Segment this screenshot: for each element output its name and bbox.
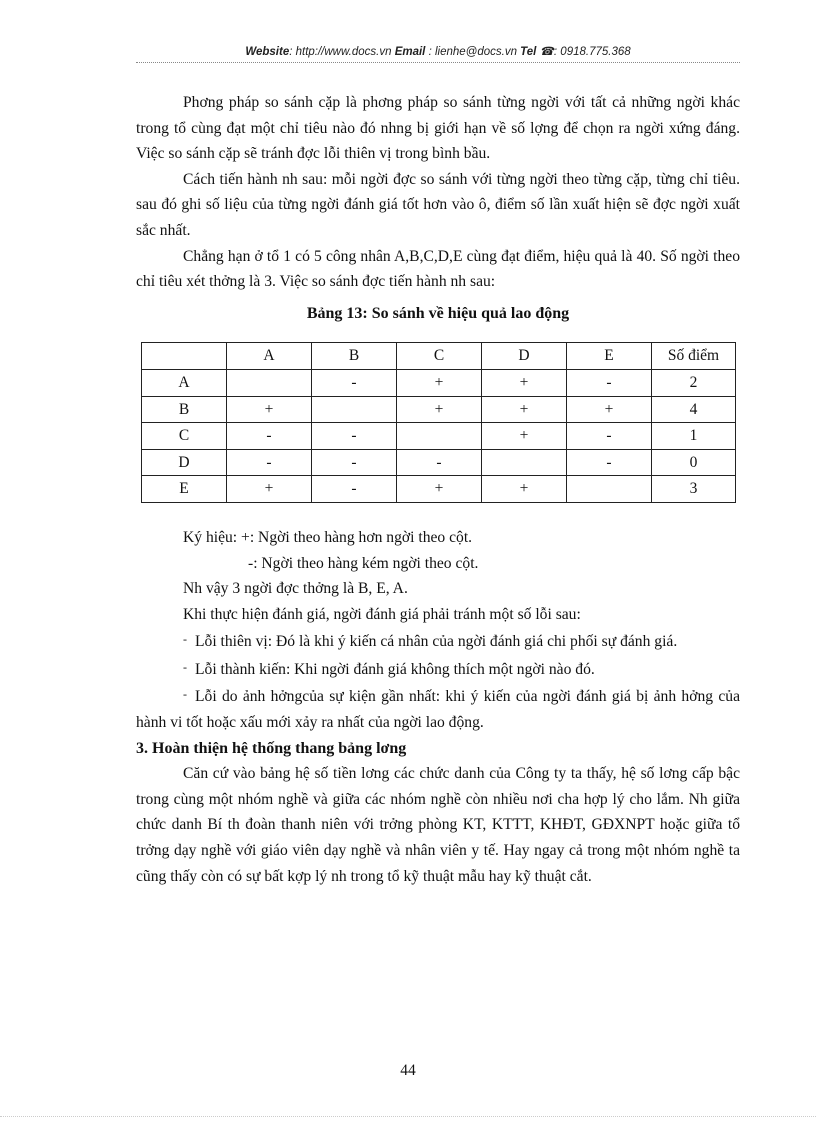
table-cell: - (567, 423, 652, 450)
table-cell: 0 (652, 449, 736, 476)
table-cell: - (227, 423, 312, 450)
bullet-item: - Lỗi thành kiến: Khi ngời đánh giá không thích một ngời nào đó. (136, 655, 740, 683)
table-cell: + (567, 396, 652, 423)
table-row (142, 423, 736, 450)
table-cell (397, 423, 482, 450)
page-number: 44 (400, 1062, 416, 1079)
tel-label: Tel (520, 46, 537, 58)
section-heading: 3. Hoàn thiện hệ thống thang bảng lơng (136, 739, 407, 757)
paragraph: Phơng pháp so sánh cặp là phơng pháp so sánh từng ngời với tất cả những ngời khác trong tổ cùng đạt một chỉ tiêu nào đó nhng bị giới hạn về số lợng để chọn ra ngời xứng đáng. Việc so sánh cặp sẽ tránh đợc lỗi thiên vị trong bình bầu. (136, 94, 740, 163)
bullet-item: - Lỗi thiên vị: Đó là khi ý kiến cá nhân của ngời đánh giá chi phối sự đánh giá. (136, 627, 740, 655)
table-row (142, 476, 736, 503)
table-cell: + (397, 396, 482, 423)
table-cell: D (142, 449, 227, 476)
table-cell: 1 (652, 423, 736, 450)
table-header-cell (142, 343, 227, 370)
table-header-cell: D (482, 343, 567, 370)
table-cell: + (227, 396, 312, 423)
table-cell: + (482, 476, 567, 503)
legend-line: Khi thực hiện đánh giá, ngời đánh giá phải tránh một số lỗi sau: (183, 605, 581, 623)
legend-line: -: Ngời theo hàng kém ngời theo cột. (248, 554, 479, 572)
table-header-cell: A (227, 343, 312, 370)
website-url[interactable]: : http://www.docs.vn (289, 46, 392, 58)
bullet-item: - Lỗi do ảnh hởngcủa sự kiện gần nhất: khi ý kiến của ngời đánh giá bị ảnh hởng của hành vi tốt hoặc xấu mới xảy ra nhất của ngời lao động. (136, 682, 740, 735)
table-cell: + (482, 396, 567, 423)
table-header-cell: E (567, 343, 652, 370)
table-cell: - (312, 476, 397, 503)
table-header-cell: Số điểm (652, 343, 736, 370)
table-cell: - (312, 369, 397, 396)
footer-divider (0, 1116, 816, 1117)
paragraph: Cách tiến hành nh sau: mỗi ngời đợc so sánh với từng ngời theo từng cặp, từng chỉ tiêu. sau đó ghi số liệu của từng ngời đánh giá tốt hơn vào ô, điểm số lần xuất hiện sẽ đợc ngời xuất sắc nhất. (136, 170, 740, 239)
table-cell: A (142, 369, 227, 396)
page-header (136, 44, 740, 58)
table-caption: Bảng 13: So sánh về hiệu quả lao động (306, 304, 570, 322)
paragraph: Chẳng hạn ở tổ 1 có 5 công nhân A,B,C,D,E cùng đạt điểm, hiệu quả là 40. Số ngời theo chỉ tiêu xét thởng là 3. Việc so sánh đợc tiến hành nh sau: (136, 247, 740, 291)
table-row (142, 369, 736, 396)
email-label: Email (394, 46, 426, 58)
table-header-cell: B (312, 343, 397, 370)
table-header-row (142, 343, 736, 370)
table-cell (227, 369, 312, 396)
table-cell: + (227, 476, 312, 503)
table-cell: E (142, 476, 227, 503)
phone-icon: ☎ (539, 46, 554, 58)
website-label: Website (245, 46, 290, 58)
table-cell: + (482, 369, 567, 396)
table-cell: C (142, 423, 227, 450)
page-body (136, 90, 740, 889)
table-cell: - (227, 449, 312, 476)
table-cell: + (482, 423, 567, 450)
table-cell: + (397, 476, 482, 503)
legend-line: Nh vậy 3 ngời đợc thởng là B, E, A. (183, 580, 408, 598)
table-cell: - (312, 449, 397, 476)
table-cell: + (397, 369, 482, 396)
table-cell (567, 476, 652, 503)
table-cell: 3 (652, 476, 736, 503)
table-row (142, 449, 736, 476)
table-header-cell: C (397, 343, 482, 370)
table-cell: - (397, 449, 482, 476)
table-cell (312, 396, 397, 423)
table-cell: B (142, 396, 227, 423)
comparison-table (141, 342, 736, 503)
table-cell (482, 449, 567, 476)
table-cell: - (312, 423, 397, 450)
legend-line: Ký hiệu: +: Ngời theo hàng hơn ngời theo cột. (183, 528, 473, 546)
table-cell: - (567, 449, 652, 476)
tel-number: : 0918.775.368 (553, 46, 631, 58)
table-cell: - (567, 369, 652, 396)
paragraph: Căn cứ vào bảng hệ số tiền lơng các chức danh của Công ty ta thấy, hệ số lơng cấp bậc trong cùng một nhóm nghề và giữa các nhóm nghề còn nhiều nơi cha hợp lý cho lắm. Nh giữa chức danh Bí th đoàn thanh niên với trởng phòng KT, KTTT, KHĐT, GĐXNPT hoặc giữa tổ trởng dạy nghề với giáo viên dạy nghề và nhân viên y tế. Hay ngay cả trong một nhóm nghề ta cũng thấy còn có sự bất kợp lý nh trong tổ kỹ thuật mẫu hay kỹ thuật cắt. (136, 765, 740, 885)
email-address[interactable]: : lienhe@docs.vn (425, 46, 517, 58)
table-cell: 2 (652, 369, 736, 396)
table-row (142, 396, 736, 423)
table-cell: 4 (652, 396, 736, 423)
header-divider (136, 62, 740, 63)
